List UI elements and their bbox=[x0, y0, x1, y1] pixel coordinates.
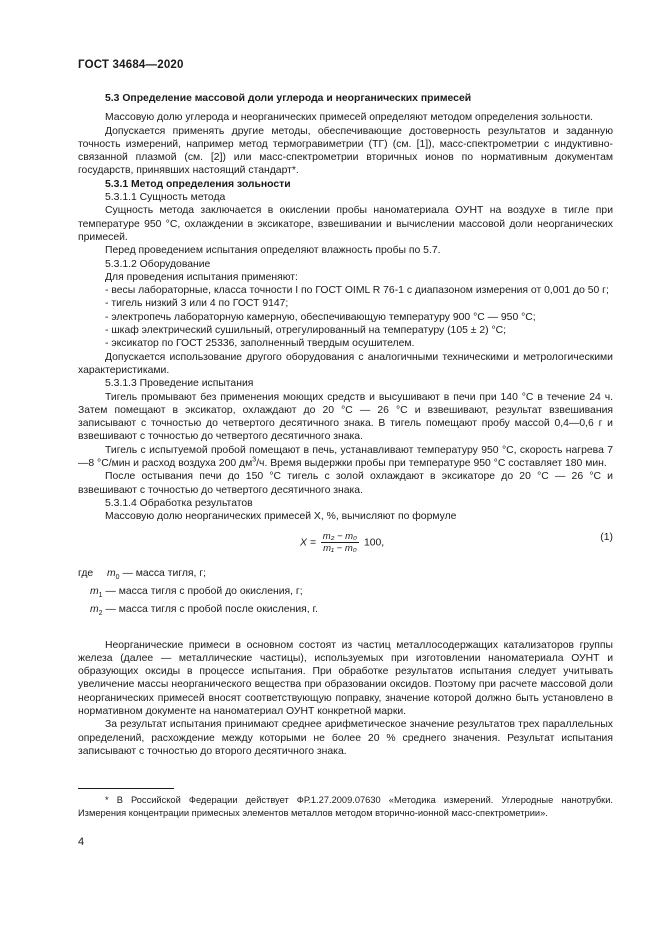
paragraph: Массовую долю неорганических примесей X, %, вычисляют по формуле bbox=[105, 511, 457, 523]
paragraph: Неорганические примеси в основном состоят из частиц металлосодержащих катализаторов группы железа (далее — металлические частицы), используемых при изготовлении наноматериала ОУНТ и образующих оксиды в процессе испытания. При обработке результатов испытания следует учитывать увеличение массы неорганического вещества при образовании оксидов. Поэтому при расчете массовой доли неорганических примесей вносят соответствующую поправку, значение которой должно быть установлено в нормативном документе на наноматериал ОУНТ конкретной марки. bbox=[78, 639, 613, 717]
list-item: - весы лабораторные, класса точности I по ГОСТ OIML R 76-1 с диапазоном измерения от 0,001 до 50 г; bbox=[105, 285, 609, 297]
paragraph: Перед проведением испытания определяют влажность пробы по 5.7. bbox=[105, 245, 441, 257]
subsection-title: 5.3.1 Метод определения зольности bbox=[105, 178, 291, 190]
list-item: - электропечь лабораторную камерную, обеспечивающую температуру 900 °С — 950 °С; bbox=[105, 311, 536, 323]
formula bbox=[78, 527, 613, 559]
paragraph: Массовую долю углерода и неорганических примесей определяют методом определения зольности. bbox=[105, 112, 594, 124]
legend-row bbox=[78, 567, 206, 580]
legend-text: — масса тигля с пробой после окисления, г. bbox=[102, 603, 318, 615]
clause-title: 5.3.1.4 Обработка результатов bbox=[105, 497, 253, 509]
paragraph: Для проведения испытания применяют: bbox=[105, 271, 298, 283]
formula-number: (1) bbox=[600, 531, 613, 543]
legend-text: — масса тигля, г; bbox=[119, 567, 206, 579]
formula-lhs: X = bbox=[300, 536, 316, 548]
legend-text: — масса тигля с пробой до окисления, г; bbox=[102, 585, 303, 597]
clause-title: 5.3.1.1 Сущность метода bbox=[105, 192, 226, 204]
legend-symbol: m bbox=[90, 603, 99, 615]
list-item: - эксикатор по ГОСТ 25336, заполненный твердым осушителем. bbox=[105, 338, 415, 350]
paragraph: Тигель промывают без применения моющих средств и высушивают в печи при 140 °С в течение 24 ч. Затем помещают в эксикатор, охлаждают до 20 °С — 26 °С и взвешивают, результат взвешивания записывают с точностью до четвертого десятичного знака. В тигель помещают пробу массой 0,4—0,6 г и взвешивают с точностью до четвертого десятичного знака. bbox=[78, 391, 613, 443]
list-item: - шкаф электрический сушильный, отрегулированный на температуру (105 ± 2) °С; bbox=[105, 325, 507, 337]
document-header: ГОСТ 34684—2020 bbox=[78, 59, 184, 71]
legend-symbol: m bbox=[90, 585, 99, 597]
paragraph: Сущность метода заключается в окислении пробы наноматериала ОУНТ на воздухе в тигле при температуре 950 °С, охлаждении в эксикаторе, взвешивании и вычислении массовой доли неорганических примесей. bbox=[78, 205, 613, 243]
superscript: 3 bbox=[252, 456, 257, 464]
footnote: * В Российской Федерации действует ФР.1.27.2009.07630 «Методика измерений. Углеродные нанотрубки. Измерения концентрации примесных элементов металлов методом вторично-ионной масс-спектрометрии». bbox=[78, 795, 613, 818]
legend-symbol: m bbox=[107, 567, 116, 579]
legend-subscript: 1 bbox=[98, 591, 103, 599]
page-number: 4 bbox=[78, 836, 85, 848]
text-span: /ч. Время выдержки пробы при температуре 950 °С составляет 180 мин. bbox=[256, 458, 607, 470]
text-span: Тигель с испытуемой пробой помещают в печь, устанавливают температуру 950 °С, скорость нагрева 7—8 °С/мин и расход воздуха 200 дм bbox=[78, 444, 613, 470]
legend-row bbox=[90, 585, 303, 598]
list-item: - тигель низкий 3 или 4 по ГОСТ 9147; bbox=[105, 298, 289, 310]
legend-row bbox=[90, 603, 318, 616]
formula-fraction bbox=[321, 531, 359, 554]
main-content bbox=[78, 92, 613, 758]
paragraph bbox=[78, 444, 613, 471]
legend-subscript: 0 bbox=[115, 573, 120, 581]
footnote-divider bbox=[78, 788, 174, 789]
clause-title: 5.3.1.2 Оборудование bbox=[105, 258, 211, 270]
legend-subscript: 2 bbox=[98, 609, 103, 617]
paragraph: Допускается применять другие методы, обеспечивающие достоверность результатов и заданную точность измерений, например метод термогравиметрии (ТГ) (см. [1]), масс-спектрометрии с индуктивно-связанной плазмой (см. [2]) или масс-спектрометрии вторичных ионов по нормативным документам государств, принявших настоящий стандарт*. bbox=[78, 125, 613, 177]
paragraph: После остывания печи до 150 °С тигель с золой охлаждают в эксикаторе до 20 °С — 26 °С и взвешивают с точностью до четвертого десятичного знака. bbox=[78, 471, 613, 496]
formula-denominator: m₁ − m₀ bbox=[323, 542, 357, 554]
paragraph: За результат испытания принимают среднее арифметическое значение результатов трех параллельных определений, расхождение между которыми не более 20 % среднего значения. Результат испытания записывают с точностью до второго десятичного знака. bbox=[78, 719, 613, 757]
clause-title: 5.3.1.3 Проведение испытания bbox=[105, 378, 254, 390]
section-title: 5.3 Определение массовой доли углерода и неорганических примесей bbox=[105, 93, 472, 104]
formula-legend bbox=[78, 567, 613, 623]
paragraph: Допускается использование другого оборудования с аналогичными техническими и метрологическими характеристиками. bbox=[78, 351, 613, 376]
legend-label: где bbox=[78, 567, 94, 579]
formula-numerator: m₂ − m₀ bbox=[322, 530, 358, 542]
formula-tail: 100, bbox=[363, 536, 385, 548]
formula-expression bbox=[300, 531, 384, 554]
